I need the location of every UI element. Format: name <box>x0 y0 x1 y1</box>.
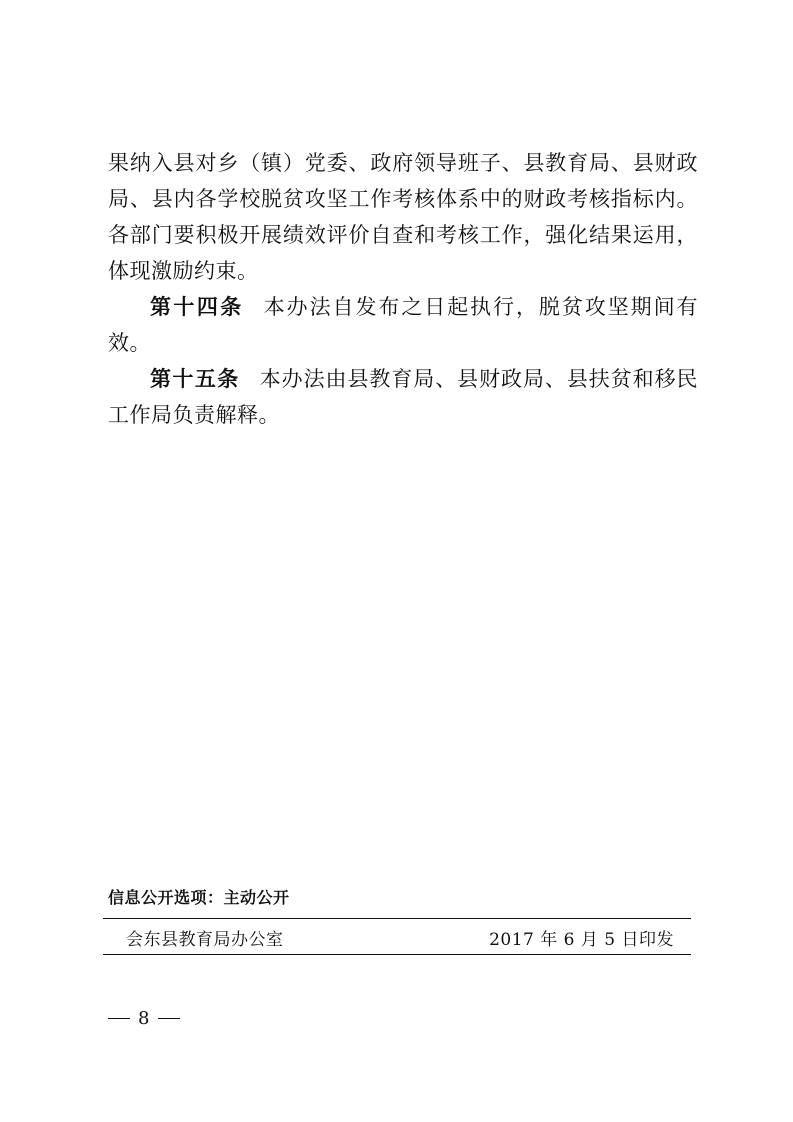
document-body <box>108 145 698 433</box>
footer-bottom-rule <box>103 954 691 955</box>
article-14 <box>108 289 698 361</box>
page-number-dash-right <box>158 1018 180 1019</box>
footer-issuer-row <box>126 925 674 950</box>
article-15-number: 第十五条 <box>150 367 240 391</box>
issue-date: 2017 年 6 月 5 日印发 <box>489 930 674 950</box>
footer-top-rule <box>103 918 691 919</box>
page-number-value: 8 <box>138 1008 151 1029</box>
body-paragraph: 果纳入县对乡（镇）党委、政府领导班子、县教育局、县财政局、县内各学校脱贫攻坚工作考核体系中的财政考核指标内。各部门要积极开展绩效评价自查和考核工作，强化结果运用，体现激励约束。 <box>108 151 698 283</box>
article-14-text: 本办法自发布之日起执行，脱贫攻坚期间有效。 <box>108 295 699 355</box>
article-15-text: 本办法由县教育局、县财政局、县扶贫和移民工作局负责解释。 <box>108 367 699 427</box>
article-14-number: 第十四条 <box>150 295 244 319</box>
page-number <box>108 1008 180 1029</box>
page-number-dash-left <box>108 1018 130 1019</box>
article-15 <box>108 361 698 433</box>
disclosure-option: 信息公开选项：主动公开 <box>108 888 290 907</box>
issuer-name: 会东县教育局办公室 <box>126 930 284 950</box>
